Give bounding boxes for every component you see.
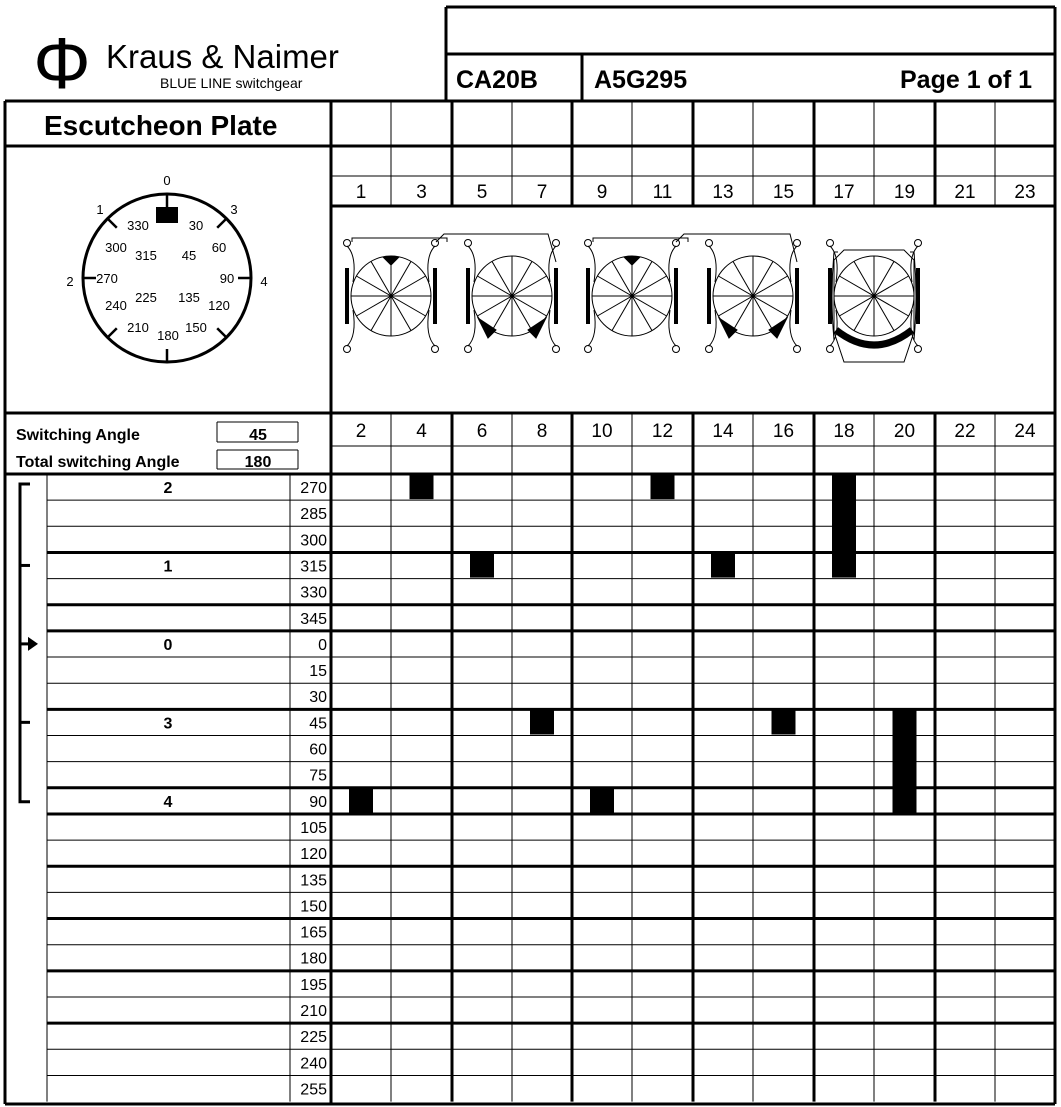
dial-angle-label: 300 bbox=[105, 240, 127, 255]
row-angle: 150 bbox=[300, 898, 327, 916]
terminal-number-top: 17 bbox=[833, 182, 855, 203]
link-wire bbox=[676, 234, 797, 262]
total-angle-label: Total switching Angle bbox=[16, 454, 180, 471]
grid-lines bbox=[5, 7, 1055, 1104]
contact-closed-mark bbox=[651, 475, 675, 499]
contact-closed-mark bbox=[711, 553, 735, 577]
row-angle: 255 bbox=[300, 1081, 327, 1099]
switching-angle-label: Switching Angle bbox=[16, 427, 140, 444]
dial-angle-label: 60 bbox=[211, 240, 227, 255]
contact-bar bbox=[916, 268, 920, 324]
row-position: 1 bbox=[163, 558, 173, 576]
terminal-screw bbox=[465, 346, 472, 353]
terminal-screw bbox=[673, 240, 680, 247]
drawing-number: A5G295 bbox=[594, 66, 688, 94]
row-angle: 195 bbox=[300, 976, 327, 994]
cam-lobe bbox=[769, 318, 787, 338]
terminal-number-bottom: 8 bbox=[536, 421, 548, 442]
terminal-screw bbox=[794, 346, 801, 353]
terminal-number-top: 1 bbox=[355, 182, 367, 203]
dial-angle-label: 90 bbox=[219, 271, 235, 286]
terminal-number-bottom: 24 bbox=[1014, 421, 1036, 442]
terminal-number-top: 23 bbox=[1014, 182, 1036, 203]
dial-angle-label: 240 bbox=[105, 298, 127, 313]
dial-position-label: 3 bbox=[230, 202, 238, 217]
total-angle-value: 180 bbox=[244, 454, 272, 471]
row-angle: 345 bbox=[300, 610, 327, 628]
contact-closed-mark bbox=[470, 553, 494, 577]
dial-angle-label: 315 bbox=[135, 248, 157, 263]
contact-closed-mark bbox=[410, 475, 434, 499]
switching-angle-value: 45 bbox=[249, 427, 267, 444]
terminal-screw bbox=[553, 240, 560, 247]
contact-closures bbox=[349, 475, 917, 813]
row-angle: 315 bbox=[300, 558, 327, 576]
contact-closed-mark bbox=[590, 789, 614, 813]
cam-lobe bbox=[478, 318, 496, 338]
dial-angle-label: 135 bbox=[178, 290, 200, 305]
brand-name: Kraus & Naimer bbox=[106, 38, 339, 75]
row-position: 3 bbox=[163, 715, 173, 733]
terminal-number-bottom: 18 bbox=[833, 421, 855, 442]
row-position: 4 bbox=[163, 793, 173, 811]
row-angle: 180 bbox=[300, 950, 327, 968]
terminal-number-top: 11 bbox=[652, 182, 673, 203]
terminal-screw bbox=[794, 240, 801, 247]
terminal-number-top: 9 bbox=[596, 182, 608, 203]
cam-lobe bbox=[719, 318, 737, 338]
terminal-screw bbox=[344, 240, 351, 247]
contact-bar bbox=[345, 268, 349, 324]
home-position-arrow-icon bbox=[28, 637, 38, 651]
terminal-number-bottom: 16 bbox=[772, 421, 795, 442]
terminal-screw bbox=[673, 346, 680, 353]
cam-unit bbox=[351, 256, 431, 336]
row-angle: 225 bbox=[300, 1029, 327, 1047]
terminal-number-top: 19 bbox=[893, 182, 916, 203]
terminal-number-top: 3 bbox=[416, 182, 427, 203]
contact-closed-mark bbox=[530, 710, 554, 734]
row-position: 0 bbox=[163, 636, 173, 654]
contact-bar bbox=[828, 268, 832, 324]
terminal-screw bbox=[706, 346, 713, 353]
brand-symbol: Φ bbox=[33, 24, 91, 104]
row-angle: 330 bbox=[300, 584, 327, 602]
dial-position-label: 1 bbox=[96, 202, 104, 217]
dial-angle-label: 210 bbox=[127, 320, 149, 335]
position-bracket bbox=[20, 484, 38, 802]
row-angle: 30 bbox=[309, 689, 327, 707]
terminal-screw bbox=[915, 346, 922, 353]
row-angle: 45 bbox=[309, 715, 327, 733]
row-angle: 270 bbox=[300, 480, 327, 497]
terminal-screw bbox=[553, 346, 560, 353]
bridge-cam bbox=[834, 256, 914, 336]
terminal-screw bbox=[827, 240, 834, 247]
escutcheon-title: Escutcheon Plate bbox=[44, 110, 278, 141]
terminal-number-bottom: 6 bbox=[476, 421, 488, 442]
row-angle: 135 bbox=[300, 872, 327, 890]
selected-position-label: 0 bbox=[163, 208, 171, 224]
row-angle: 165 bbox=[300, 924, 327, 942]
contact-bar bbox=[707, 268, 711, 324]
terminal-number-top: 7 bbox=[536, 182, 548, 203]
dial-tick bbox=[108, 328, 117, 337]
terminal-screw bbox=[585, 240, 592, 247]
terminal-number-top: 21 bbox=[954, 182, 976, 203]
dial-angle-label: 270 bbox=[96, 271, 118, 286]
dial-angle-label: 45 bbox=[181, 248, 197, 263]
dial-angle-label: 120 bbox=[208, 298, 230, 313]
cam-lobe bbox=[528, 318, 546, 338]
row-angle: 240 bbox=[300, 1055, 327, 1073]
contact-bar bbox=[433, 268, 437, 324]
cam-lobe bbox=[383, 257, 399, 265]
dial-position-label: 2 bbox=[66, 274, 74, 289]
dial-angle-label: 225 bbox=[135, 290, 157, 305]
terminal-screw bbox=[465, 240, 472, 247]
row-angle: 300 bbox=[300, 532, 327, 550]
contact-bar bbox=[466, 268, 470, 324]
contact-closed-mark bbox=[832, 475, 856, 578]
page-label: Page 1 of 1 bbox=[900, 66, 1032, 94]
row-position: 2 bbox=[163, 480, 173, 497]
contact-bar bbox=[586, 268, 590, 324]
cam-lobe bbox=[624, 257, 640, 265]
terminal-number-bottom: 22 bbox=[954, 421, 976, 442]
row-angle: 90 bbox=[309, 793, 327, 811]
terminal-number-top: 13 bbox=[712, 182, 734, 203]
contact-bar bbox=[554, 268, 558, 324]
cam-unit bbox=[592, 256, 672, 336]
row-angle: 15 bbox=[309, 663, 327, 681]
terminal-number-top: 15 bbox=[772, 182, 795, 203]
row-angle: 75 bbox=[309, 767, 327, 785]
brand-tagline: BLUE LINE switchgear bbox=[160, 75, 303, 91]
terminal-number-bottom: 20 bbox=[893, 421, 916, 442]
dial-tick bbox=[217, 328, 226, 337]
dial-angle-label: 180 bbox=[157, 328, 179, 343]
escutcheon-dial bbox=[66, 173, 267, 362]
row-angle: 105 bbox=[300, 819, 327, 837]
terminal-screw bbox=[827, 346, 834, 353]
terminal-number-bottom: 12 bbox=[651, 421, 674, 442]
contact-closed-mark bbox=[772, 710, 796, 734]
link-wire bbox=[436, 234, 556, 262]
terminal-screw bbox=[706, 240, 713, 247]
terminal-number-bottom: 10 bbox=[591, 421, 613, 442]
dial-angle-label: 150 bbox=[185, 320, 207, 335]
row-angle: 120 bbox=[300, 846, 327, 864]
terminal-number-top: 5 bbox=[476, 182, 488, 203]
terminal-number-bottom: 2 bbox=[355, 421, 367, 442]
row-angle: 0 bbox=[318, 636, 327, 654]
contact-closed-mark bbox=[349, 789, 373, 813]
terminal-number-bottom: 14 bbox=[712, 421, 734, 442]
terminal-number-bottom: 4 bbox=[416, 421, 427, 442]
dial-angle-label: 330 bbox=[127, 218, 149, 233]
row-angle: 285 bbox=[300, 506, 327, 524]
contact-closed-mark bbox=[893, 710, 917, 813]
model-code: CA20B bbox=[456, 66, 538, 94]
dial-tick bbox=[108, 219, 117, 228]
terminal-screw bbox=[585, 346, 592, 353]
terminal-screw bbox=[344, 346, 351, 353]
dial-position-label: 0 bbox=[163, 173, 171, 188]
dial-position-label: 4 bbox=[260, 274, 268, 289]
dial-tick bbox=[217, 219, 226, 228]
row-angle: 60 bbox=[309, 741, 327, 759]
terminal-screw bbox=[432, 346, 439, 353]
row-angle: 210 bbox=[300, 1003, 327, 1020]
dial-angle-label: 30 bbox=[188, 218, 204, 233]
brand-logo bbox=[33, 24, 339, 104]
cam-contact-diagram bbox=[344, 234, 922, 362]
terminal-screw bbox=[915, 240, 922, 247]
contact-bar bbox=[674, 268, 678, 324]
contact-bar bbox=[795, 268, 799, 324]
